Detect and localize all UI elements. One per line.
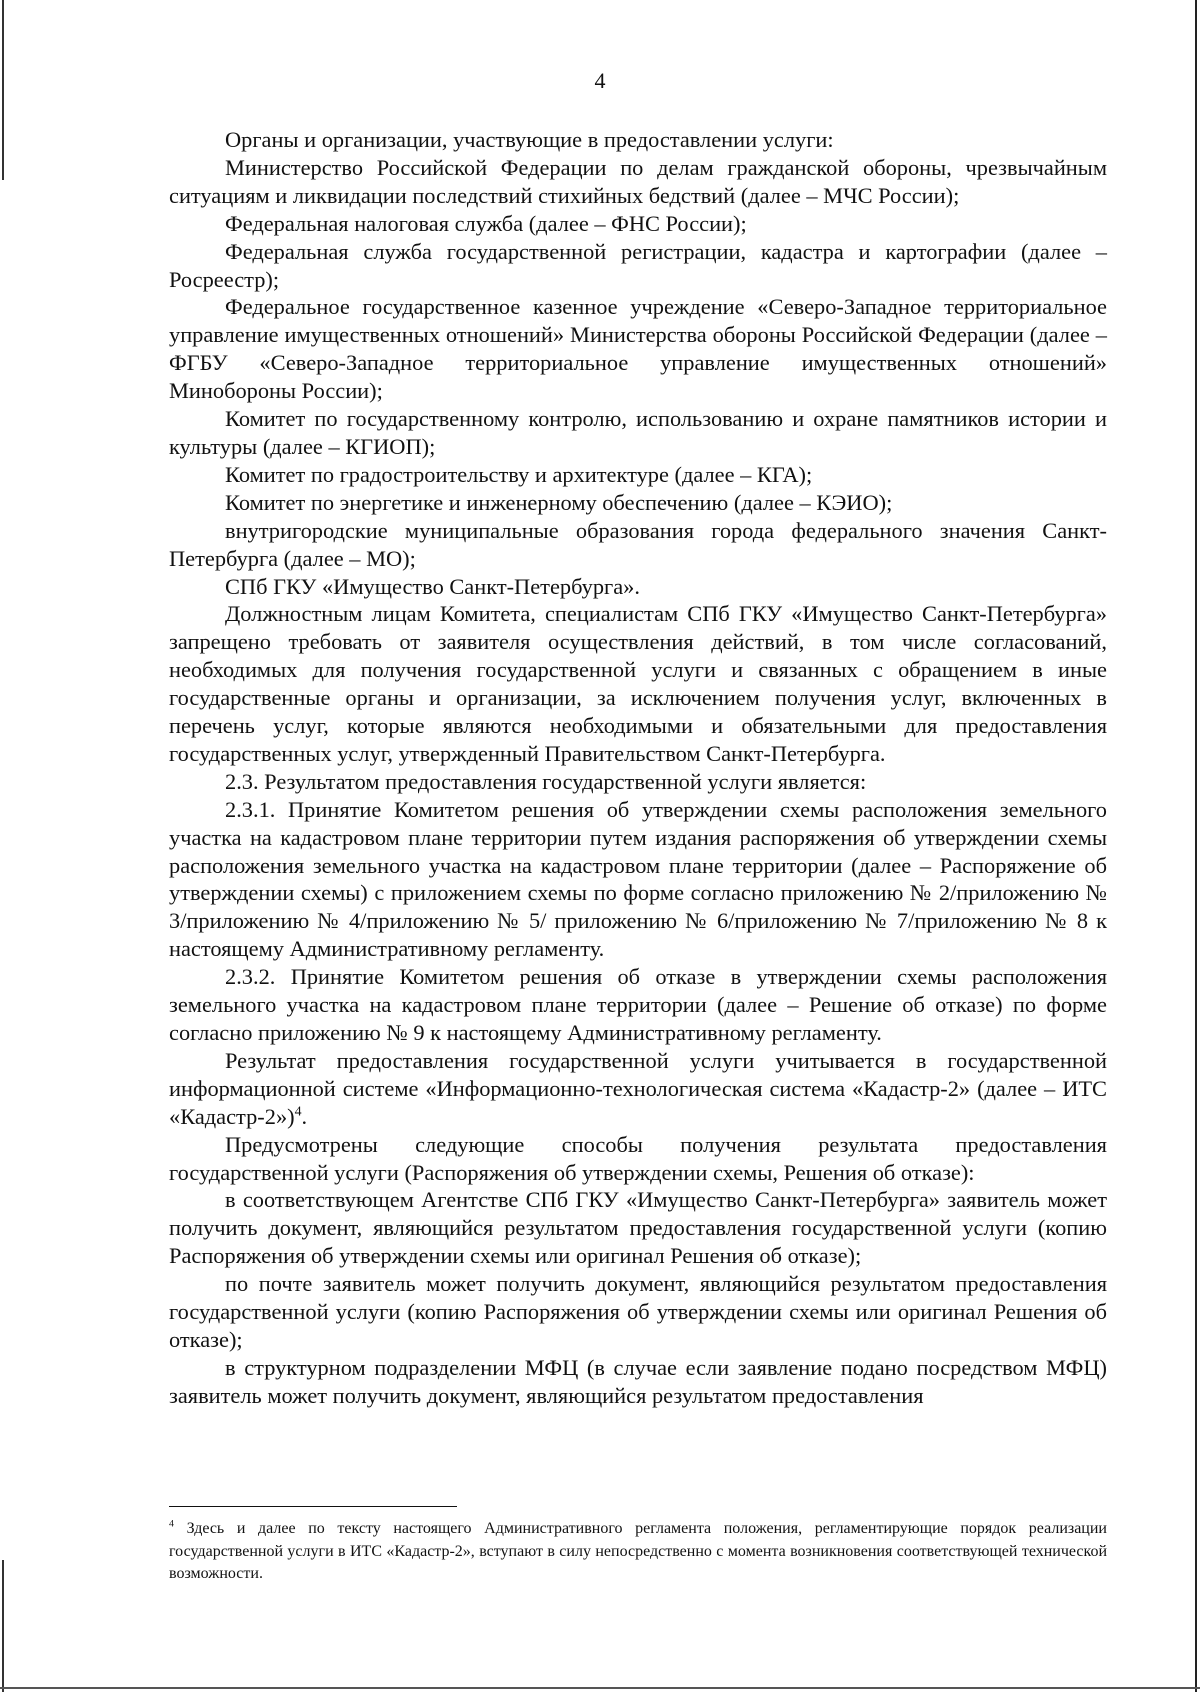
paragraph-organizations-intro: Органы и организации, участвующие в предоставлении услуги: <box>225 127 834 152</box>
paragraph-kga: Комитет по градостроительству и архитектуре (далее – КГА); <box>225 461 813 487</box>
scan-border-left-bottom <box>2 1560 4 1692</box>
scan-border-right <box>1195 0 1197 1692</box>
paragraph-keio: Комитет по энергетике и инженерному обеспечению (далее – КЭИО); <box>225 489 893 515</box>
paragraph-mo: внутригородские муниципальные образования города федерального значения Санкт-Петербурга (далее – МО); <box>169 517 1107 571</box>
paragraph-prohibition: Должностным лицам Комитета, специалистам СПб ГКУ «Имущество Санкт-Петербурга» запрещено требовать от заявителя осуществления действий, в том числе согласований, необходимых для получения государственной услуги и связанных с обращением в иные государственные органы и организации, за исключением получения услуг, включенных в перечень услуг, которые являются необходимыми и обязательными для предоставления государственных услуг, утвержденный Правительством Санкт-Петербурга. <box>169 601 1107 766</box>
page-number: 4 <box>594 68 606 93</box>
paragraph-mail: по почте заявитель может получить документ, являющийся результатом предоставления государственной услуги (копию Распоряжения об утверждении схемы или оригинал Решения об отказе); <box>169 1271 1107 1352</box>
paragraph-rosreestr: Федеральная служба государственной регистрации, кадастра и картографии (далее – Росреестр); <box>169 238 1107 292</box>
its-end: . <box>301 1103 308 1129</box>
paragraph-2-3: 2.3. Результатом предоставления государственной услуги является: <box>225 768 867 794</box>
document-body <box>169 126 1107 1410</box>
paragraph-fgbu: Федеральное государственное казенное учреждение «Северо-Западное территориальное управление имущественных отношений» Министерства обороны Российской Федерации (далее – ФГБУ «Северо-Западное территориальное управление имущественных отношений» Минобороны России); <box>169 294 1107 404</box>
scan-border-bottom <box>0 1687 1200 1689</box>
paragraph-mchs: Министерство Российской Федерации по делам гражданской обороны, чрезвычайным ситуациям и ликвидации последствий стихийных бедствий (далее – МЧС России); <box>169 154 1107 208</box>
footnote-mark: 4 <box>169 1518 174 1530</box>
paragraph-agency: в соответствующем Агентстве СПб ГКУ «Имущество Санкт-Петербурга» заявитель может получить документ, являющийся результатом предоставления государственной услуги (копию Распоряжения об утверждении схемы или оригинал Решения об отказе); <box>169 1187 1107 1269</box>
paragraph-2-3-1: 2.3.1. Принятие Комитетом решения об утверждении схемы расположения земельного участка на кадастровом плане территории путем издания распоряжения об утверждении схемы расположения земельного участка на кадастровом плане территории (далее – Распоряжение об утверждении схемы) с приложением схемы по форме согласно приложению № 2/приложению № 3/приложению № 4/приложению № 5/ приложению № 6/приложению № 7/приложению № 8 к настоящему Административному регламенту. <box>169 796 1107 962</box>
footnote-text: Здесь и далее по тексту настоящего Административного регламента положения, регламентирующие порядок реализации государственной услуги в ИТС «Кадастр-2», вступают в силу непосредственно с момента возникновения соответствующей технической возможности. <box>169 1520 1107 1582</box>
paragraph-mfc: в структурном подразделении МФЦ (в случае если заявление подано посредством МФЦ) заявитель может получить документ, являющийся результатом предоставления <box>169 1354 1107 1408</box>
paragraph-2-3-2: 2.3.2. Принятие Комитетом решения об отказе в утверждении схемы расположения земельного участка на кадастровом плане территории (далее – Решение об отказе) по форме согласно приложению № 9 к настоящему Административному регламенту. <box>169 964 1107 1045</box>
footnote <box>169 1518 1107 1586</box>
paragraph-its-kadastr <box>169 1047 1107 1131</box>
paragraph-fns: Федеральная налоговая служба (далее – ФНС России); <box>225 210 747 236</box>
its-text: Результат предоставления государственной услуги учитывается в государственной информационной системе «Информационно-технологическая система «Кадастр-2» (далее – ИТС «Кадастр-2») <box>169 1047 1107 1129</box>
footnote-reference: 4 <box>294 1104 302 1120</box>
paragraph-result-methods: Предусмотрены следующие способы получения результата предоставления государственной услуги (Распоряжения об утверждении схемы, Решения об отказе): <box>169 1131 1107 1185</box>
paragraph-spb-gku: СПб ГКУ «Имущество Санкт-Петербурга». <box>225 573 640 599</box>
paragraph-kgiop: Комитет по государственному контролю, использованию и охране памятников истории и культуры (далее – КГИОП); <box>169 406 1107 459</box>
footnote-separator <box>169 1506 457 1507</box>
